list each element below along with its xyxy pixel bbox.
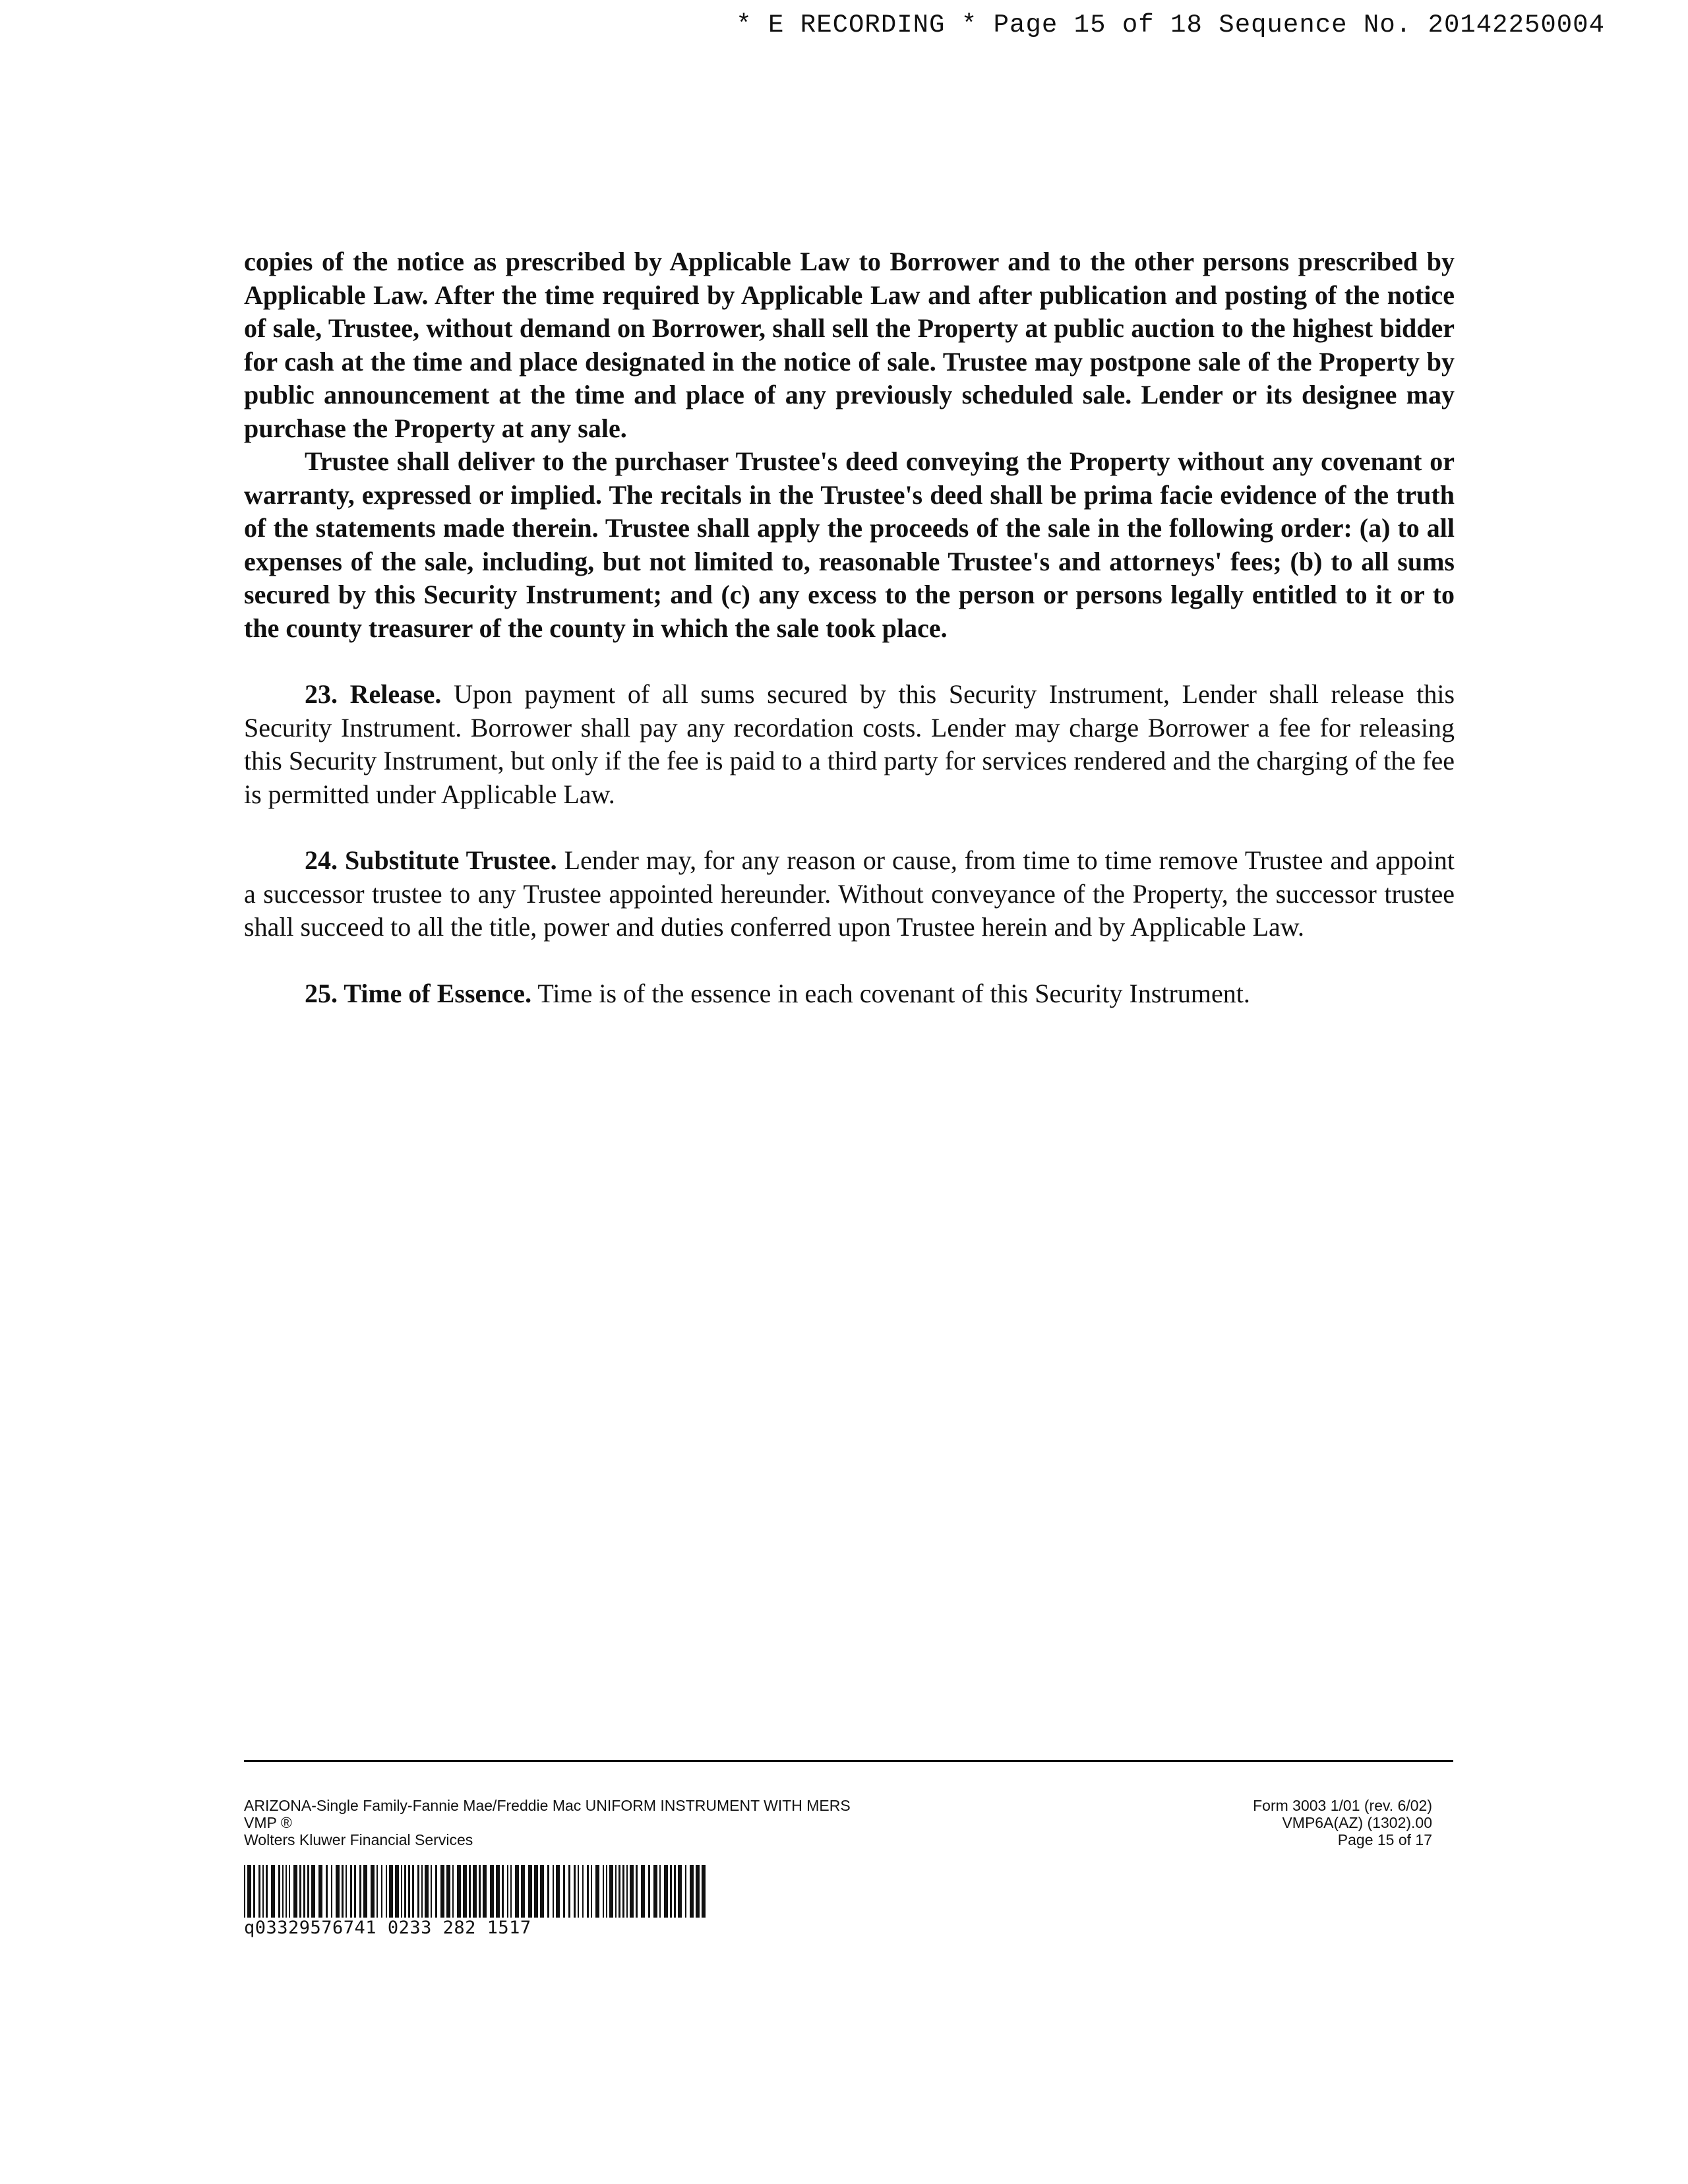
barcode-bar	[377, 1865, 378, 1918]
barcode-bar	[653, 1865, 657, 1918]
barcode-bar	[510, 1865, 512, 1918]
barcode-bar	[648, 1865, 650, 1918]
barcode-bar	[473, 1865, 477, 1918]
barcode-bar	[359, 1865, 361, 1918]
barcode-bar	[293, 1865, 297, 1918]
recording-stamp: * E RECORDING * Page 15 of 18 Sequence No. 20142250004	[736, 11, 1605, 40]
barcode-bar	[496, 1865, 500, 1918]
barcode-bar	[386, 1865, 387, 1918]
barcode-bar	[289, 1865, 290, 1918]
barcode-bar	[696, 1865, 700, 1918]
barcode-bar	[318, 1865, 322, 1918]
section-text: Time is of the essence in each covenant of this Security Instrument.	[537, 978, 1250, 1008]
barcode-bar	[534, 1865, 538, 1918]
barcode-bar	[253, 1865, 255, 1918]
barcode-bar	[408, 1865, 410, 1918]
section-heading: 24. Substitute Trustee.	[305, 845, 557, 875]
barcode-bar	[521, 1865, 525, 1918]
barcode-bar	[606, 1865, 607, 1918]
footer-vmp-mark: VMP ®	[244, 1814, 292, 1831]
barcode-number: q03329576741 0233 282 1517	[244, 1918, 531, 1938]
barcode-bar	[440, 1865, 444, 1918]
barcode-bar	[452, 1865, 454, 1918]
barcode-bar	[578, 1865, 579, 1918]
barcode-bar	[622, 1865, 624, 1918]
barcode-bar	[271, 1865, 275, 1918]
footer-publisher: Wolters Kluwer Financial Services	[244, 1831, 473, 1848]
barcode-bar	[582, 1865, 584, 1918]
barcode-bar	[587, 1865, 589, 1918]
document-body	[244, 245, 1455, 1010]
barcode-bar	[630, 1865, 634, 1918]
section-heading: 23. Release.	[305, 679, 442, 709]
barcode-bar	[425, 1865, 429, 1918]
barcode-bar	[331, 1865, 332, 1918]
footer-form-title: ARIZONA-Single Family-Fannie Mae/Freddie Mac UNIFORM INSTRUMENT WITH MERS	[244, 1797, 851, 1814]
barcode-bar	[286, 1865, 287, 1918]
barcode-bar	[678, 1865, 682, 1918]
barcode-bar	[690, 1865, 694, 1918]
barcode-bar	[568, 1865, 570, 1918]
barcode-bar	[336, 1865, 340, 1918]
barcode-bar	[483, 1865, 487, 1918]
barcode-bar	[463, 1865, 467, 1918]
barcode-bar	[371, 1865, 375, 1918]
barcode-bar	[354, 1865, 356, 1918]
barcode-bar	[528, 1865, 532, 1918]
barcode-bar	[350, 1865, 352, 1918]
barcode-bar	[674, 1865, 676, 1918]
barcode-bar	[421, 1865, 423, 1918]
section-substitute-trustee	[244, 844, 1455, 944]
barcode-bar	[603, 1865, 604, 1918]
barcode-bar	[278, 1865, 280, 1918]
barcode-bar	[446, 1865, 450, 1918]
section-time-of-essence	[244, 977, 1455, 1011]
barcode-bar	[659, 1865, 661, 1918]
barcode-bar	[702, 1865, 706, 1918]
barcode-bar	[404, 1865, 406, 1918]
barcode-bar	[431, 1865, 432, 1918]
barcode-bar	[303, 1865, 305, 1918]
barcode-bar	[591, 1865, 592, 1918]
barcode-bar	[615, 1865, 617, 1918]
section-heading: 25. Time of Essence.	[305, 978, 532, 1008]
barcode-bar	[299, 1865, 301, 1918]
footer-divider	[244, 1760, 1453, 1762]
barcode-bar	[563, 1865, 565, 1918]
barcode-bar	[282, 1865, 284, 1918]
barcode-bar	[395, 1865, 399, 1918]
barcode-bar	[664, 1865, 668, 1918]
barcode-bar	[363, 1865, 367, 1918]
footer-page-number: Page 15 of 17	[1337, 1831, 1432, 1848]
barcode-bar	[609, 1865, 613, 1918]
barcode-bar	[401, 1865, 402, 1918]
barcode-bar	[435, 1865, 437, 1918]
barcode-bar	[670, 1865, 672, 1918]
barcode-bar	[502, 1865, 504, 1918]
barcode-bar	[262, 1865, 264, 1918]
barcode-bar	[556, 1865, 560, 1918]
barcode-bar	[311, 1865, 315, 1918]
barcode-bar	[479, 1865, 481, 1918]
barcode-bar	[469, 1865, 471, 1918]
barcode-bar	[457, 1865, 461, 1918]
barcode-bar	[636, 1865, 638, 1918]
barcode-bar	[389, 1865, 393, 1918]
barcode-bar	[641, 1865, 645, 1918]
footer-form-number	[1253, 1797, 1432, 1848]
barcode-bar	[266, 1865, 268, 1918]
paragraph-notice-of-sale: copies of the notice as prescribed by Applicable Law to Borrower and to the other persons prescribed by Applicable Law. After the time required by Applicable Law and after publication and posting of the notice of sale, Trustee, without demand on Borrower, shall sell the Property at public auction to the highest bidder for cash at the time and place designated in the notice of sale. Trustee may postpone sale of the Property by public announcement at the time and place of any previously scheduled sale. Lender or its designee may purchase the Property at any sale.	[244, 247, 1455, 443]
footer-form-id: Form 3003 1/01 (rev. 6/02)	[1253, 1797, 1432, 1814]
barcode-bar	[342, 1865, 344, 1918]
barcode-bar	[626, 1865, 628, 1918]
barcode-bar	[346, 1865, 347, 1918]
barcode-bar	[515, 1865, 519, 1918]
paragraph-trustee-deed: Trustee shall deliver to the purchaser Trustee's deed conveying the Property without any covenant or warranty, expressed or implied. The recitals in the Trustee's deed shall be prima facie evidence of the truth of the statements made therein. Trustee shall apply the proceeds of the sale in the following order: (a) to all expenses of the sale, including, but not limited to, reasonable Trustee's and attorneys' fees; (b) to all sums secured by this Security Instrument; and (c) any excess to the person or persons legally entitled to it or to the county treasurer of the county in which the sale took place.	[244, 446, 1455, 643]
barcode-bar	[244, 1865, 245, 1918]
barcode-bar	[381, 1865, 382, 1918]
barcode-bar	[417, 1865, 419, 1918]
barcode-graphic	[244, 1865, 712, 1918]
section-release	[244, 678, 1455, 811]
barcode-bar	[618, 1865, 620, 1918]
barcode-bar	[412, 1865, 414, 1918]
footer-form-info	[244, 1797, 851, 1848]
barcode-bar	[326, 1865, 328, 1918]
barcode-bar	[553, 1865, 554, 1918]
barcode-bar	[258, 1865, 260, 1918]
barcode-bar	[490, 1865, 494, 1918]
section-text: Upon payment of all sums secured by this Security Instrument, Lender shall release this Security Instrument. Borrower shall pay any recordation costs. Lender may charge Borrower a fee for releasing this Security Instrument, but only if the fee is paid to a third party for services rendered and the charging of the fee is permitted under Applicable Law.	[244, 679, 1455, 809]
barcode-bar	[574, 1865, 576, 1918]
barcode-bar	[595, 1865, 599, 1918]
barcode-bar	[685, 1865, 686, 1918]
barcode-bar	[307, 1865, 309, 1918]
barcode-bar	[507, 1865, 508, 1918]
barcode-bar	[547, 1865, 549, 1918]
barcode-bar	[540, 1865, 544, 1918]
barcode-bar	[247, 1865, 251, 1918]
footer-vmp-code: VMP6A(AZ) (1302).00	[1282, 1814, 1432, 1831]
section-text: Lender may, for any reason or cause, from time to time remove Trustee and appoint a successor trustee to any Trustee appointed hereunder. Without conveyance of the Property, the successor trustee shall succeed to all the title, power and duties conferred upon Trustee herein and by Applicable Law.	[244, 845, 1455, 942]
